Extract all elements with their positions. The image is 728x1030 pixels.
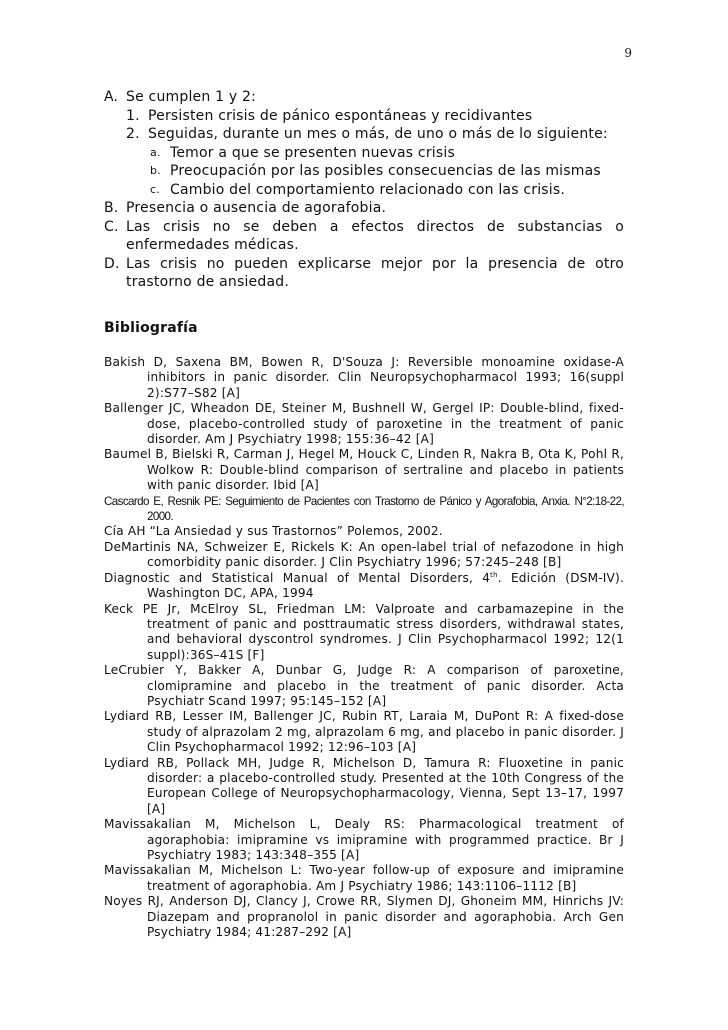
reference-item: Mavissakalian M, Michelson L, Dealy RS: Pharmacological treatment of agoraphobia: imipramine vs imipramine with programmed practice. Br J Psychiatry 1983; 143:348–355 [A]: [104, 817, 624, 862]
reference-item: Ballenger JC, Wheadon DE, Steiner M, Bushnell W, Gergel IP: Double-blind, fixed-dose, placebo-controlled study of paroxetine in the treatment of panic disorder. Am J Psychiatry 1998; 155:36–42 [A]: [104, 401, 624, 447]
reference-item-dsm: [104, 571, 624, 602]
reference-text: Diagnostic and Statistical Manual of Mental Disorders, 4: [104, 570, 491, 585]
criterion-d-text: Las crisis no pueden explicarse mejor por la presencia de otro trastorno de ansiedad.: [126, 255, 624, 290]
reference-item: Cascardo E, Resnik PE: Seguimiento de Pacientes con Trastorno de Pánico y Agorafobia, Anxia. N°2:18-22, 2000.: [104, 494, 624, 524]
bibliography-list: [104, 355, 624, 940]
bibliography-heading: Bibliografía: [104, 320, 198, 336]
reference-item: Bakish D, Saxena BM, Bowen R, D'Souza J: Reversible monoamine oxidase-A inhibitors in panic disorder. Clin Neuropsychopharmacol 1993; 16(suppl 2):S77–S82 [A]: [104, 355, 624, 400]
list-item-text: Temor a que se presenten nuevas crisis: [170, 144, 455, 161]
criterion-b: [104, 199, 624, 218]
reference-item: Lydiard RB, Lesser IM, Ballenger JC, Rubin RT, Laraia M, DuPont R: A fixed-dose study of alprazolam 2 mg, alprazolam 6 mg, and placebo in panic disorder. J Clin Psychopharmacol 1992; 12:96–103 [A]: [104, 709, 624, 755]
criterion-b-text: Presencia o ausencia de agorafobia.: [126, 200, 387, 216]
criterion-b-label: B.: [104, 200, 119, 216]
criterion-a-text: Se cumplen 1 y 2:: [126, 89, 256, 105]
list-item-label: a.: [150, 145, 161, 159]
criterion-subitem-b: [104, 162, 624, 181]
criterion-a-item-1: [104, 107, 624, 126]
list-item-text: Preocupación por las posibles consecuencias de las mismas: [170, 163, 601, 179]
criterion-c: [104, 218, 624, 255]
list-item-text: Persisten crisis de pánico espontáneas y recidivantes: [148, 107, 533, 124]
criterion-a-label: A.: [104, 89, 119, 105]
reference-item: LeCrubier Y, Bakker A, Dunbar G, Judge R: A comparison of paroxetine, clomipramine and placebo in the treatment of panic disorder. Acta Psychiatr Scand 1997; 95:145–152 [A]: [104, 663, 624, 708]
list-item-label: 2.: [126, 126, 140, 142]
page-number: 9: [624, 46, 632, 60]
list-item-label: c.: [150, 182, 160, 196]
reference-item: Noyes RJ, Anderson DJ, Clancy J, Crowe RR, Slymen DJ, Ghoneim MM, Hinrichs JV: Diazepam and propranolol in panic disorder and agoraphobia. Arch Gen Psychiatry 1984; 41:287–292 [A]: [104, 894, 624, 940]
list-item-text: Seguidas, durante un mes o más, de uno o más de lo siguiente:: [148, 126, 608, 142]
reference-item: Mavissakalian M, Michelson L: Two-year follow-up of exposure and imipramine treatment of agoraphobia. Am J Psychiatry 1986; 143:1106–1112 [B]: [104, 863, 624, 893]
criterion-c-label: C.: [104, 218, 119, 235]
criterion-a-item-2: [104, 125, 624, 144]
diagnostic-criteria-list: [104, 88, 624, 292]
reference-item: Cía AH “La Ansiedad y sus Trastornos” Polemos, 2002.: [104, 524, 443, 539]
reference-text: . Edición (DSM-IV). Washington DC, APA, 1994: [147, 570, 624, 601]
reference-item: Baumel B, Bielski R, Carman J, Hegel M, Houck C, Linden R, Nakra B, Ota K, Pohl R, Wolkow R: Double-blind comparison of sertraline and placebo in patients with panic disorder. Ibid [A]: [104, 447, 624, 493]
criterion-c-text: Las crisis no se deben a efectos directos de substancias o enfermedades médicas.: [126, 218, 624, 253]
list-item-label: b.: [150, 164, 161, 177]
list-item-label: 1.: [126, 107, 140, 124]
criterion-d: [104, 255, 624, 292]
reference-item: Keck PE Jr, McElroy SL, Friedman LM: Valproate and carbamazepine in the treatment of panic and posttraumatic stress disorders, withdrawal states, and behavioral dyscontrol syndromes. J Clin Psychopharmacol 1992; 12(1 suppl):36S–41S [F]: [104, 601, 624, 662]
reference-item: DeMartinis NA, Schweizer E, Rickels K: An open-label trial of nefazodone in high comorbidity panic disorder. J Clin Psychiatry 1996; 57:245–248 [B]: [104, 539, 624, 570]
superscript: th: [490, 570, 498, 579]
reference-item: Lydiard RB, Pollack MH, Judge R, Michelson D, Tamura R: Fluoxetine in panic disorder: a placebo-controlled study. Presented at the 10th Congress of the European College of Neuropsychopharmacology, Vienna, Sept 13–17, 1997 [A]: [104, 755, 624, 816]
criterion-a: [104, 88, 624, 107]
criterion-d-label: D.: [104, 255, 120, 272]
criterion-subitem-a: [104, 144, 624, 163]
list-item-text: Cambio del comportamiento relacionado con las crisis.: [170, 181, 566, 198]
criterion-subitem-c: [104, 181, 624, 200]
